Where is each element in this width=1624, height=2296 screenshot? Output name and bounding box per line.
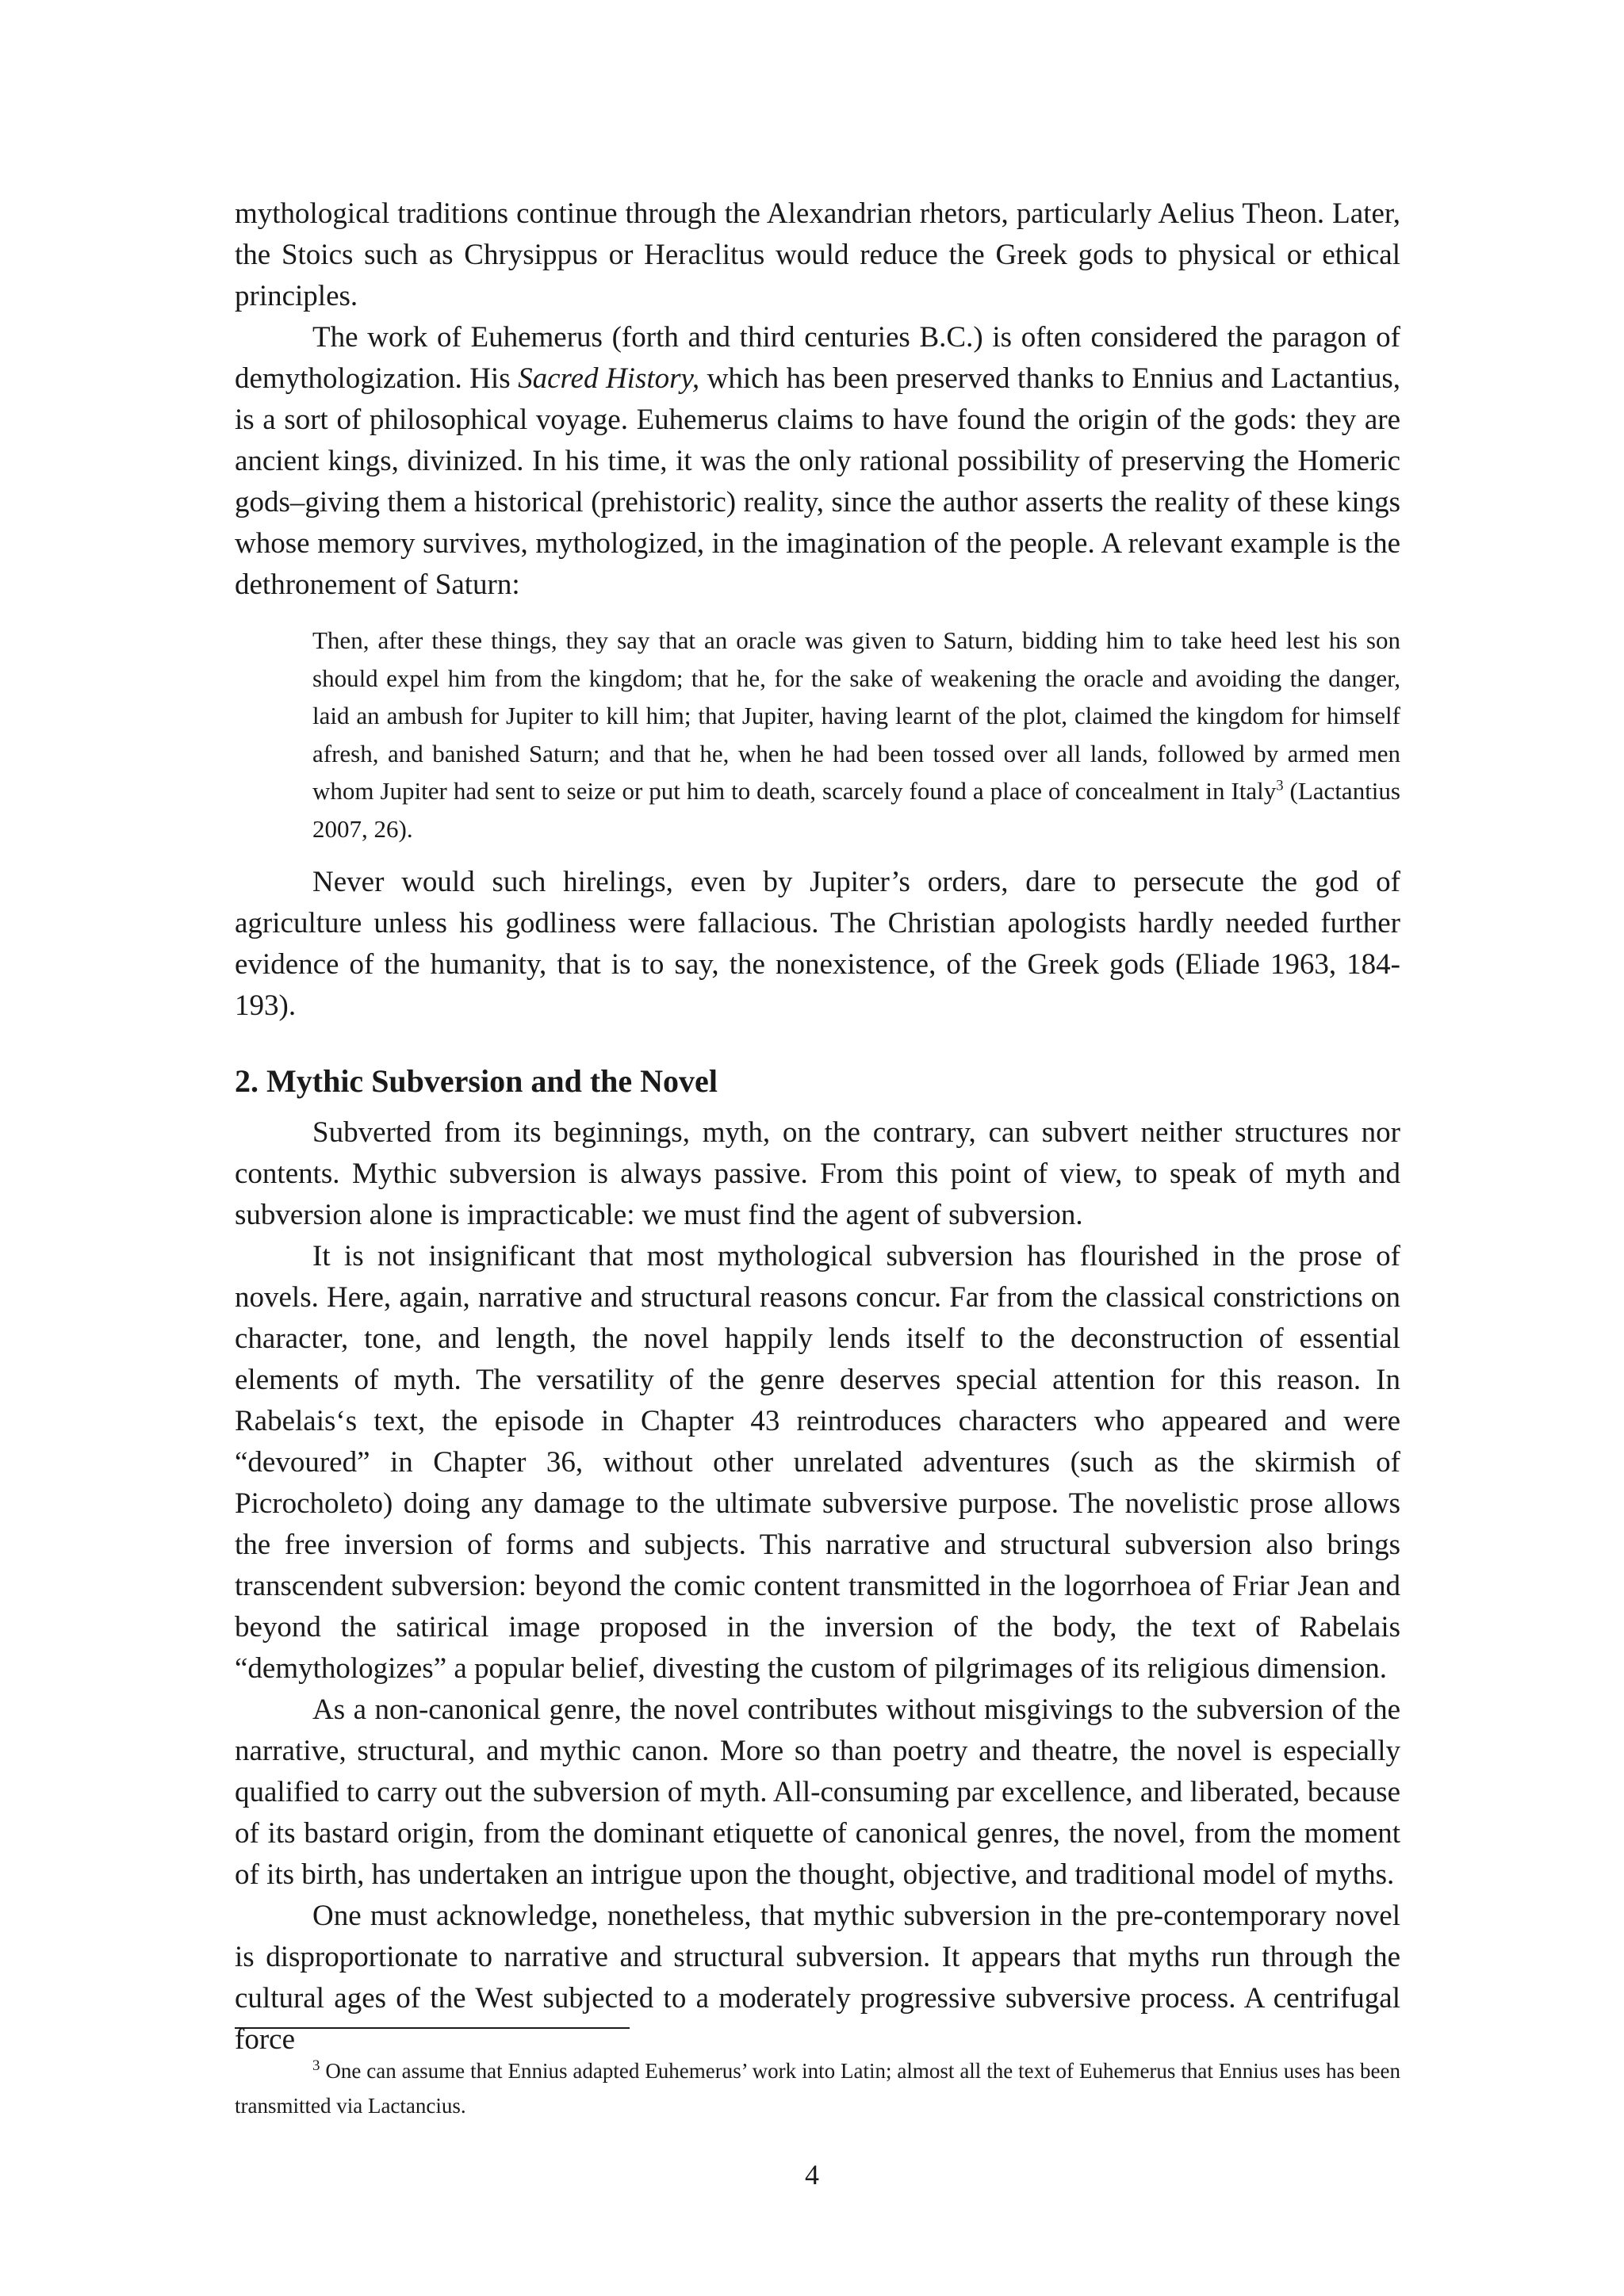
paragraph-3: Never would such hirelings, even by Jupiter’s orders, dare to persecute the god of agriculture unless his godliness were fallacious. The Christian apologists hardly needed further evidence of the humanity, that is to say, the nonexistence, of the Greek gods (Eliade 1963, 184-193).	[235, 866, 1400, 1022]
paragraph-2-end: which has been preserved thanks to Ennius and Lactantius, is a sort of philosophical voyage. Euhemerus claims to have found the origin of the gods: they are ancient kings, divinized. In his time, it was the only rational possibility of preserving the Homeric gods–giving them a historical (prehistoric) reality, since the author asserts the reality of these kings whose memory survives, mythologized, in the imagination of the people. A relevant example is the dethronement of Saturn:	[235, 362, 1400, 601]
footnote-body: One can assume that Ennius adapted Euhemerus’ work into Latin; almost all the text of Euhemerus that Ennius uses has been transmitted via Lactancius.	[235, 2059, 1400, 2118]
footnote-separator	[235, 2027, 630, 2029]
block-quote	[312, 622, 1400, 848]
paragraph-1: mythological traditions continue through the Alexandrian rhetors, particularly Aelius Theon. Later, the Stoics such as Chrysippus or Heraclitus would reduce the Greek gods to physical or ethical principles.	[235, 197, 1400, 312]
paragraph-2-start: The work of Euhemerus (forth and third centuries B.C.) is often considered the paragon of demythologization. His	[235, 321, 1400, 395]
paragraph-7: One must acknowledge, nonetheless, that mythic subversion in the pre-contemporary novel is disproportionate to narrative and structural subversion. It appears that myths run through the cultural ages of the West subjected to a moderately progressive subversive process. A centrifugal force	[235, 1900, 1400, 2056]
block-quote-citation: (Lactantius 2007, 26).	[312, 777, 1400, 843]
page-number: 4	[805, 2159, 819, 2191]
footnote-reference[interactable]: 3	[1276, 777, 1284, 794]
paragraph-4: Subverted from its beginnings, myth, on the contrary, can subvert neither structures nor contents. Mythic subversion is always passive. From this point of view, to speak of myth and subversion alone is impracticable: we must find the agent of subversion.	[235, 1116, 1400, 1231]
footnote	[235, 2053, 1400, 2123]
block-quote-text: Then, after these things, they say that an oracle was given to Saturn, bidding him to take heed lest his son should expel him from the kingdom; that he, for the sake of weakening the oracle and avoiding the danger, laid an ambush for Jupiter to kill him; that Jupiter, having learnt of the plot, claimed the kingdom for himself afresh, and banished Saturn; and that he, when he had been tossed over all lands, followed by armed men whom Jupiter had sent to seize or put him to death, scarcely found a place of concealment in Italy	[312, 626, 1400, 805]
paragraph-6: As a non-canonical genre, the novel contributes without misgivings to the subversion of the narrative, structural, and mythic canon. More so than poetry and theatre, the novel is especially qualified to carry out the subversion of myth. All-consuming par excellence, and liberated, because of its bastard origin, from the dominant etiquette of canonical genres, the novel, from the moment of its birth, has undertaken an intrigue upon the thought, objective, and traditional model of myths.	[235, 1693, 1400, 1891]
main-text	[235, 193, 1400, 2061]
book-title-sacred-history: Sacred History,	[518, 362, 700, 395]
footnote-marker: 3	[312, 2057, 320, 2074]
section-heading: 2. Mythic Subversion and the Novel	[235, 1063, 718, 1099]
footnote-text	[235, 2053, 1400, 2123]
paragraph-2	[235, 317, 1400, 606]
paragraph-5: It is not insignificant that most mythological subversion has flourished in the prose of novels. Here, again, narrative and structural reasons concur. Far from the classical constrictions on character, tone, and length, the novel happily lends itself to the deconstruction of essential elements of myth. The versatility of the genre deserves special attention for this reason. In Rabelais‘s text, the episode in Chapter 43 reintroduces characters who appeared and were “devoured” in Chapter 36, without other unrelated adventures (such as the skirmish of Picrocholeto) doing any damage to the ultimate subversive purpose. The novelistic prose allows the free inversion of forms and subjects. This narrative and structural subversion also brings transcendent subversion: beyond the comic content transmitted in the logorrhoea of Friar Jean and beyond the satirical image proposed in the inversion of the body, the text of Rabelais “demythologizes” a popular belief, divesting the custom of pilgrimages of its religious dimension.	[235, 1240, 1400, 1685]
